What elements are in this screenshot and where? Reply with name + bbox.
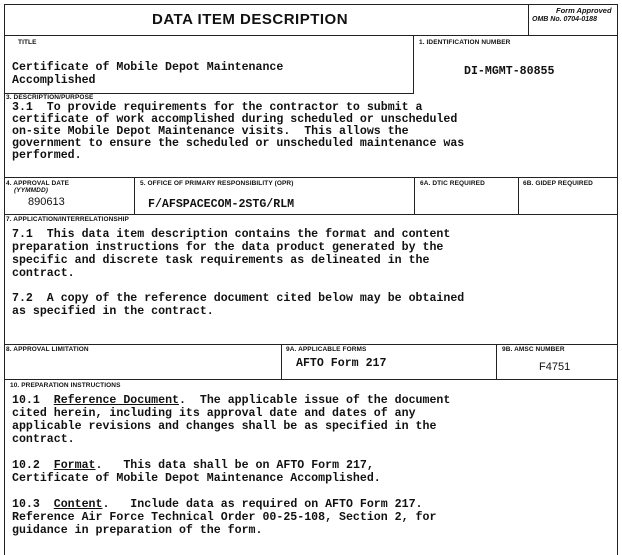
- paragraph-10-1-line: contract.: [12, 433, 75, 446]
- paragraph-10-2-line: Certificate of Mobile Depot Maintenance Accomplished.: [12, 472, 381, 485]
- amsc-number-label: 9B. AMSC NUMBER: [502, 346, 565, 353]
- form-approved-label: Form Approved: [556, 6, 612, 15]
- opr-label: 5. OFFICE OF PRIMARY RESPONSIBILITY (OPR): [140, 180, 294, 187]
- paragraph-text: . The applicable issue of the document: [179, 394, 451, 407]
- application-line: 7.2 A copy of the reference document cited below may be obtained: [12, 292, 465, 305]
- approval-date-value: 890613: [28, 196, 65, 208]
- paragraph-10-2-line1: [12, 460, 374, 473]
- application-line: as specified in the contract.: [12, 305, 214, 318]
- approval-limitation-label: 8. APPROVAL LIMITATION: [6, 346, 89, 353]
- dtic-required-label: 6A. DTIC REQUIRED: [420, 180, 485, 187]
- gidep-required-label: 6B. GIDEP REQUIRED: [523, 180, 593, 187]
- content-heading: Content: [53, 498, 103, 511]
- omb-number: OMB No. 0704-0188: [532, 16, 597, 23]
- description-line: performed.: [12, 149, 82, 162]
- paragraph-10-3-line: Reference Air Force Technical Order 00-25-108, Section 2, for: [12, 511, 437, 524]
- format-heading: Format: [53, 459, 96, 472]
- applicable-forms-value: AFTO Form 217: [296, 357, 387, 370]
- opr-value: F/AFSPACECOM-2STG/RLM: [148, 198, 295, 211]
- description-line: certificate of work accomplished during scheduled or unscheduled: [12, 113, 458, 126]
- approval-date-sublabel: (YYMMDD): [14, 187, 49, 194]
- paragraph-number: 10.2: [12, 459, 40, 472]
- description-line: 3.1 To provide requirements for the contractor to submit a: [12, 101, 423, 114]
- application-line: preparation instructions for the data product generated by the: [12, 241, 444, 254]
- paragraph-number: 10.1: [12, 394, 40, 407]
- title-value-line1: Certificate of Mobile Depot Maintenance: [12, 61, 284, 74]
- paragraph-text: . This data shall be on AFTO Form 217,: [95, 459, 374, 472]
- applicable-forms-label: 9A. APPLICABLE FORMS: [286, 346, 367, 353]
- paragraph-10-1-line: cited herein, including its approval date and dates of any: [12, 407, 416, 420]
- identification-number-value: DI-MGMT-80855: [464, 65, 555, 78]
- application-line: contract.: [12, 267, 75, 280]
- approval-date-label: 4. APPROVAL DATE: [6, 180, 70, 187]
- paragraph-text: . Include data as required on AFTO Form 217.: [102, 498, 423, 511]
- application-line: 7.1 This data item description contains the format and content: [12, 228, 451, 241]
- amsc-number-value: F4751: [539, 361, 571, 373]
- reference-document-heading: Reference Document: [53, 394, 179, 407]
- paragraph-number: 10.3: [12, 498, 40, 511]
- identification-number-label: 1. IDENTIFICATION NUMBER: [419, 39, 511, 46]
- paragraph-10-3-line: guidance in preparation of the form.: [12, 524, 263, 537]
- description-line: government to ensure the scheduled or unscheduled maintenance was: [12, 137, 465, 150]
- description-label: 3. DESCRIPTION/PURPOSE: [6, 94, 94, 101]
- application-label: 7. APPLICATION/INTERRELATIONSHIP: [6, 216, 129, 223]
- preparation-instructions-label: 10. PREPARATION INSTRUCTIONS: [10, 382, 121, 389]
- paragraph-10-3-line1: [12, 499, 423, 512]
- paragraph-10-1-line: applicable revisions and changes shall be as specified in the: [12, 420, 437, 433]
- paragraph-10-1-line1: [12, 395, 450, 408]
- title-value-line2: Accomplished: [12, 74, 96, 87]
- form-title: DATA ITEM DESCRIPTION: [152, 11, 349, 28]
- title-label: TITLE: [18, 39, 37, 46]
- application-line: specific and discrete task requirements as delineated in the: [12, 254, 430, 267]
- description-line: on-site Mobile Depot Maintenance visits. This allows the: [12, 125, 409, 138]
